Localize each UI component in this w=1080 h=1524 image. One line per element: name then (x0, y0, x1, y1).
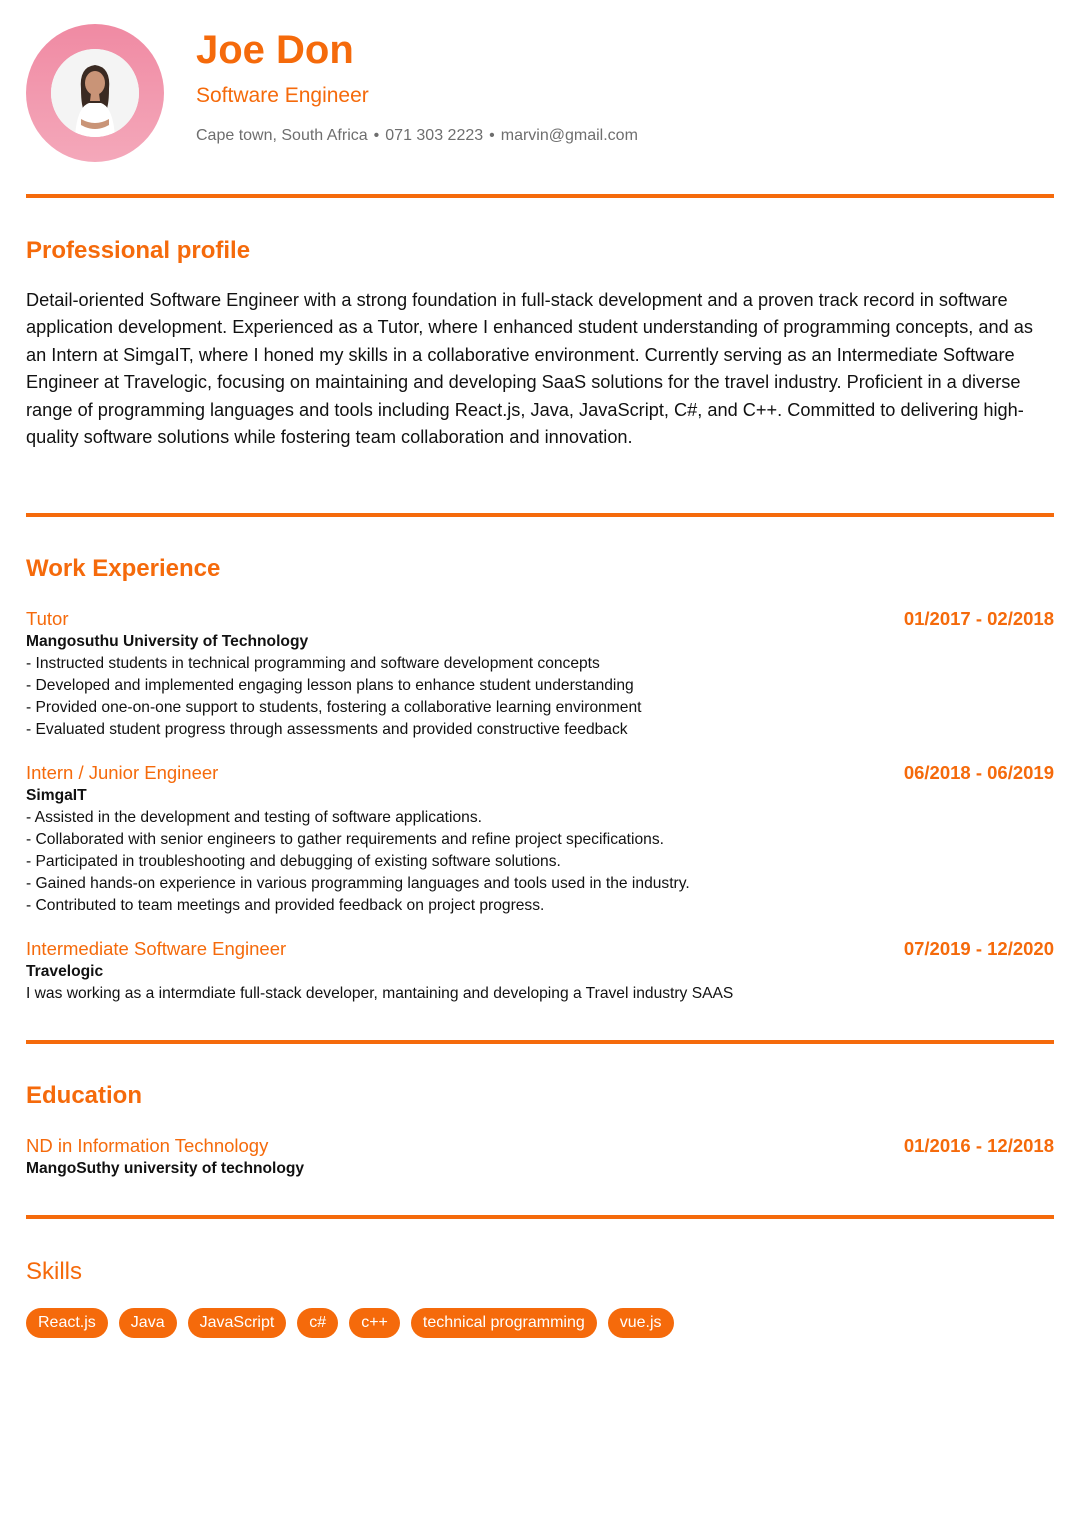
job-dates: 06/2018 - 06/2019 (903, 762, 1054, 783)
job-bullet: - Contributed to team meetings and provided feedback on project progress. (26, 897, 545, 914)
job-bullet: - Participated in troubleshooting and debugging of existing software solutions. (26, 853, 561, 870)
separator-dot: • (489, 127, 495, 144)
work-experience-heading: Work Experience (26, 555, 221, 582)
job-bullet: - Instructed students in technical programming and software development concepts (26, 655, 600, 672)
avatar-photo (51, 49, 139, 137)
separator-dot: • (373, 127, 380, 144)
profile-text: Detail-oriented Software Engineer with a strong foundation in full-stack development and a proven track record in software application development. Experienced as a Tutor, where I enhanced student understanding of programming concepts, and as an Intern at SimgaIT, where I honed my skills in a collaborative environment. Currently serving as an Intermediate Software Engineer at Travelogic, focusing on maintaining and developing SaaS solutions for the travel industry. Proficient in a diverse range of programming languages and tools including React.js, Java, JavaScript, C#, and C++. Committed to delivering high-quality software solutions while fostering team collaboration and innovation. (26, 290, 1034, 448)
candidate-name: Joe Don (196, 28, 354, 72)
email-text: marvin@gmail.com (500, 127, 638, 144)
education-heading: Education (26, 1082, 143, 1109)
skills-list (26, 1308, 674, 1338)
resume-header (26, 22, 1054, 162)
job-bullet: - Gained hands-on experience in various programming languages and tools used in the industry. (26, 875, 690, 892)
phone-text: 071 303 2223 (385, 127, 484, 144)
profile-heading: Professional profile (26, 237, 251, 264)
job-bullet: - Provided one-on-one support to students, fostering a collaborative learning environment (26, 699, 642, 716)
institution-name: MangoSuthy university of technology (26, 1160, 305, 1177)
job-description: I was working as a intermdiate full-stack developer, mantaining and developing a Travel industry SAAS (26, 985, 734, 1002)
job-entry (26, 607, 1054, 741)
skill-chip: Java (119, 1308, 177, 1338)
skill-chip: React.js (26, 1308, 108, 1338)
skills-heading: Skills (26, 1258, 83, 1285)
job-bullet: - Collaborated with senior engineers to gather requirements and refine project specifications. (26, 831, 664, 848)
job-title: Intern / Junior Engineer (26, 762, 219, 783)
job-dates: 07/2019 - 12/2020 (903, 938, 1054, 959)
skill-chip: c# (297, 1308, 338, 1338)
job-company: SimgaIT (26, 787, 87, 804)
section-divider (26, 194, 1054, 198)
skill-chip: JavaScript (188, 1308, 287, 1338)
job-bullet: - Developed and implemented engaging lesson plans to enhance student understanding (26, 677, 634, 694)
skill-chip: vue.js (608, 1308, 674, 1338)
job-entry (26, 761, 1054, 917)
education-dates: 01/2016 - 12/2018 (903, 1135, 1054, 1156)
skill-chip: c++ (349, 1308, 400, 1338)
skill-chip: technical programming (411, 1308, 597, 1338)
job-bullet: - Assisted in the development and testing of software applications. (26, 809, 482, 826)
job-bullet: - Evaluated student progress through assessments and provided constructive feedback (26, 721, 628, 738)
location-text: Cape town, South Africa (196, 127, 368, 144)
contact-line (196, 125, 638, 147)
section-divider (26, 1040, 1054, 1044)
candidate-role: Software Engineer (196, 84, 369, 107)
avatar (26, 24, 164, 162)
job-dates: 01/2017 - 02/2018 (903, 608, 1054, 629)
job-entry (26, 937, 1054, 1005)
education-entry (26, 1134, 1054, 1180)
degree-title: ND in Information Technology (26, 1135, 269, 1156)
job-title: Intermediate Software Engineer (26, 938, 287, 959)
job-title: Tutor (26, 608, 69, 629)
job-company: Mangosuthu University of Technology (26, 633, 309, 650)
section-divider (26, 1215, 1054, 1219)
section-divider (26, 513, 1054, 517)
job-company: Travelogic (26, 963, 104, 980)
person-photo-icon (51, 49, 139, 137)
